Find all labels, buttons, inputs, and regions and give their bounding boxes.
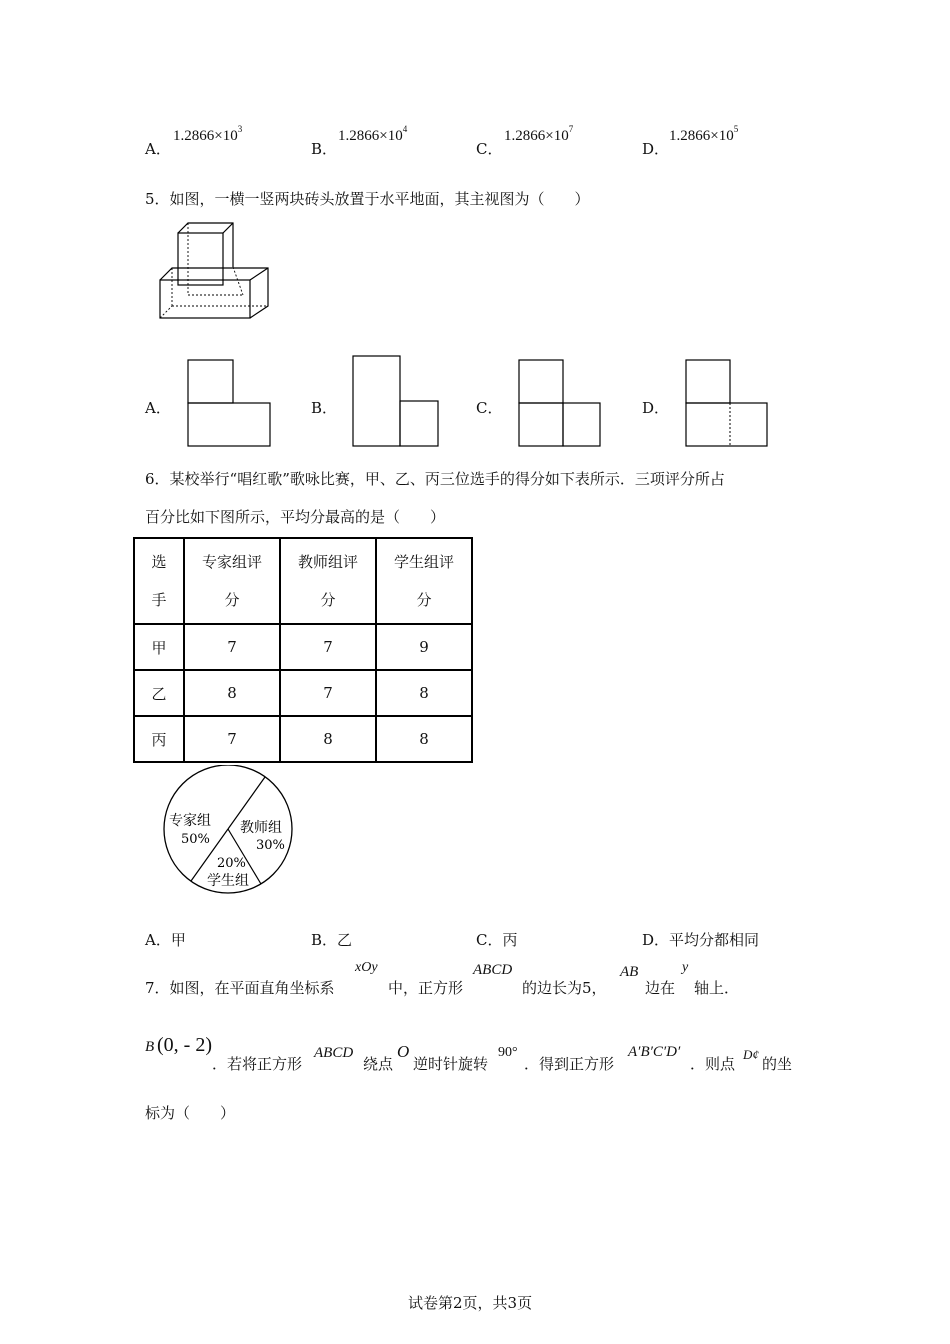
pie-label-student: 学生组 [207, 873, 249, 889]
q5-option-a-figure [186, 358, 272, 448]
q6-stem-line1: 6．某校举行“唱红歌”歌咏比赛，甲、乙、丙三位选手的得分如下表所示．三项评分所占 [145, 470, 725, 488]
q5-option-d-figure [684, 358, 770, 448]
q4-option-b-value: $1.2866\times 10^4$ [338, 124, 408, 144]
pie-label-teacher: 教师组 [240, 820, 282, 836]
header-cell: 专家组评 分 [184, 538, 280, 624]
vertical-brick-top [178, 223, 233, 267]
table-row [134, 624, 472, 670]
q6-pie-chart [155, 765, 305, 897]
table-cell: 7 [280, 624, 376, 670]
table-cell: 8 [376, 670, 472, 716]
q4-option-d[interactable]: D． [642, 140, 670, 158]
q6-option-c[interactable]: C．丙 [476, 931, 518, 949]
q5-brick-figure [150, 215, 280, 327]
header-cell: 教师组评 分 [280, 538, 376, 624]
q5-option-a[interactable]: A． [145, 399, 171, 417]
q5-option-b[interactable]: B． [311, 399, 338, 417]
table-header-row [134, 538, 472, 624]
table-row [134, 716, 472, 762]
pie-percent-teacher: 30% [256, 838, 285, 853]
q4-option-a-value: $1.2866\times 10^3$ [173, 124, 243, 144]
table-cell: 7 [184, 624, 280, 670]
q6-option-a[interactable]: A．甲 [145, 931, 186, 949]
table-cell: 甲 [134, 624, 184, 670]
table-row [134, 670, 472, 716]
page-footer: 试卷第2页，共3页 [408, 1294, 533, 1312]
q5-option-c-figure [517, 358, 603, 448]
table-cell: 8 [184, 670, 280, 716]
table-cell: 丙 [134, 716, 184, 762]
header-cell: 选 手 [134, 538, 184, 624]
horizontal-brick-front [160, 280, 250, 318]
pie-label-expert: 专家组 [169, 813, 211, 829]
q4-option-a[interactable]: A． [145, 140, 171, 158]
header-cell: 学生组评 分 [376, 538, 472, 624]
q4-option-b[interactable]: B． [311, 140, 338, 158]
q5-option-d[interactable]: D． [642, 399, 670, 417]
table-cell: 乙 [134, 670, 184, 716]
q4-option-d-value: $1.2866\times 10^5$ [669, 124, 739, 144]
pie-percent-expert: 50% [181, 832, 210, 847]
q4-option-c-value: $1.2866\times 10^7$ [504, 124, 574, 144]
table-cell: 9 [376, 624, 472, 670]
vertical-brick-front [178, 233, 223, 285]
pie-percent-student: 20% [217, 856, 246, 871]
q6-score-table [133, 537, 473, 763]
q5-option-b-figure [351, 354, 441, 448]
q5-option-c[interactable]: C． [476, 399, 503, 417]
table-cell: 8 [376, 716, 472, 762]
table-cell: 7 [280, 670, 376, 716]
q6-option-d[interactable]: D．平均分都相同 [642, 931, 760, 949]
table-cell: 8 [280, 716, 376, 762]
q4-option-c[interactable]: C． [476, 140, 503, 158]
q6-stem-line2: 百分比如下图所示，平均分最高的是（ ） [145, 508, 446, 526]
q6-option-b[interactable]: B．乙 [311, 931, 353, 949]
table-cell: 7 [184, 716, 280, 762]
q5-stem: 5．如图，一横一竖两块砖头放置于水平地面，其主视图为（ ） [145, 190, 590, 208]
